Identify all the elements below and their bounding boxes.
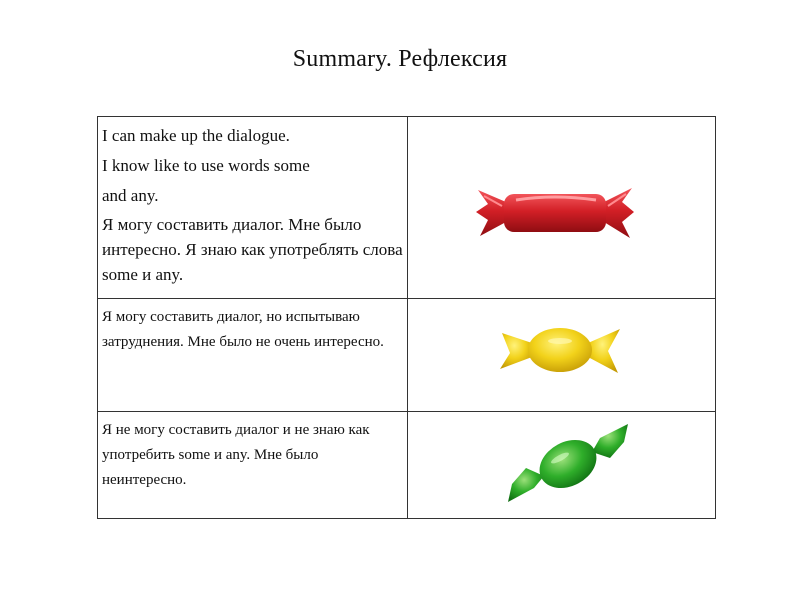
slide-title: Summary. Рефлексия bbox=[292, 46, 508, 72]
table-row bbox=[98, 299, 716, 411]
red-candy-icon bbox=[476, 182, 634, 242]
green-candy-icon bbox=[504, 418, 632, 508]
statement-en-line: and any. bbox=[102, 186, 159, 205]
statement-cell bbox=[98, 299, 408, 411]
statement-ru: Я могу составить диалог, но испытываю затруднения. Мне было не очень интересно. bbox=[102, 309, 384, 351]
candy-cell bbox=[408, 299, 716, 411]
candy-cell bbox=[408, 117, 716, 299]
statement-cell bbox=[98, 411, 408, 518]
statement-ru: Я не могу составить диалог и не знаю как употребить some и any. Мне было неинтересно. bbox=[102, 421, 370, 488]
statement-en-line: I can make up the dialogue. bbox=[102, 126, 290, 145]
table-row bbox=[98, 117, 716, 299]
reflection-table bbox=[97, 116, 716, 519]
statement-cell bbox=[98, 117, 408, 299]
statement-ru: Я могу составить диалог. Мне было интересно. Я знаю как употреблять слова some и any. bbox=[102, 215, 403, 284]
table-row bbox=[98, 411, 716, 518]
statement-en-line: I know like to use words some bbox=[102, 156, 310, 175]
yellow-candy-icon bbox=[498, 321, 622, 377]
candy-cell bbox=[408, 411, 716, 518]
